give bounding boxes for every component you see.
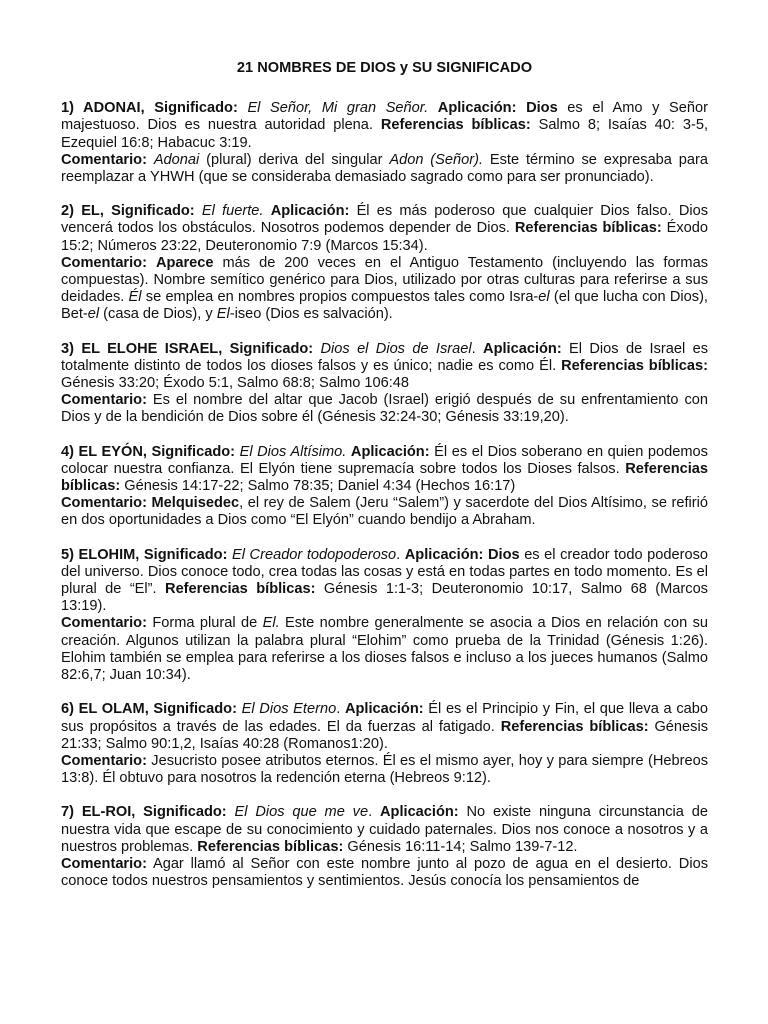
entry-el-roi bbox=[61, 804, 708, 890]
entry-el-eyon bbox=[61, 444, 708, 530]
entry-comment: Comentario: Aparece más de 200 veces en el Antiguo Testamento (incluyendo las formas compuestas). Nombre semítico genérico para Dios, utilizado por otras culturas para referirse a sus deidades. Él se emplea en nombres propios compuestos tales como Isra-el (el que lucha con Dios), Bet-el (casa de Dios), y El-iseo (Dios es salvación). bbox=[61, 254, 708, 323]
entry-comment: Comentario: Melquisedec, el rey de Salem (Jeru “Salem”) y sacerdote del Dios Altísimo, se refirió en dos oportunidades a Dios como “El Elyón” cuando bendijo a Abraham. bbox=[61, 495, 708, 529]
entry-comment: Comentario: Es el nombre del altar que Jacob (Israel) erigió después de su enfrentamiento con Dios y de la bendición de Dios sobre él (Génesis 32:24-30; Génesis 33:19,20). bbox=[61, 392, 708, 426]
entry-definition: 7) EL-ROI, Significado: El Dios que me ve. Aplicación: No existe ninguna circunstancia de nuestra vida que escape de su conocimiento y cuidado paternales. Dios nos conoce a nosotros y a nuestros problemas. Referencias bíblicas: Génesis 16:11-14; Salmo 139-7-12. bbox=[61, 804, 708, 855]
entry-el-olam bbox=[61, 701, 708, 787]
entry-comment: Comentario: Adonai (plural) deriva del singular Adon (Señor). Este término se expresaba para reemplazar a YHWH (que se consideraba demasiado sagrado como para ser pronunciado). bbox=[61, 151, 708, 186]
entry-comment: Comentario: Forma plural de El. Este nombre generalmente se asocia a Dios en relación con su creación. Algunos utilizan la palabra plural “Elohim” como prueba de la Trinidad (Génesis 1:26). Elohim también se emplea para referirse a los dioses falsos e incluso a los jueces humanos (Salmo 82:6,7; Juan 10:34). bbox=[61, 615, 708, 684]
entry-definition: 1) ADONAI, Significado: El Señor, Mi gran Señor. Aplicación: Dios es el Amo y Señor majestuoso. Dios es nuestra autoridad plena. Referencias bíblicas: Salmo 8; Isaías 40: 3-5, Ezequiel 16:8; Habacuc 3:19. bbox=[61, 100, 708, 151]
entry-definition: 4) EL EYÓN, Significado: El Dios Altísimo. Aplicación: Él es el Dios soberano en quien podemos colocar nuestra confianza. El Elyón tiene supremacía sobre todos los Dioses falsos. Referencias bíblicas: Génesis 14:17-22; Salmo 78:35; Daniel 4:34 (Hechos 16:17) bbox=[61, 443, 709, 495]
entry-el bbox=[61, 203, 708, 323]
entry-definition: 2) EL, Significado: El fuerte. Aplicación: Él es más poderoso que cualquier Dios falso. Dios vencerá todos los obstáculos. Nosotros podemos depender de Dios. Referencias bíblicas: Éxodo 15:2; Números 23:22, Deuteronomio 7:9 (Marcos 15:34). bbox=[61, 203, 709, 254]
entry-definition: 3) EL ELOHE ISRAEL, Significado: Dios el Dios de Israel. Aplicación: El Dios de Israel es totalmente distinto de todos los dioses falsos y es único; nadie es como Él. Referencias bíblicas: Génesis 33:20; Éxodo 5:1, Salmo 68:8; Salmo 106:48 bbox=[61, 340, 708, 392]
entry-comment: Comentario: Jesucristo posee atributos eternos. Él es el mismo ayer, hoy y para siempre (Hebreos 13:8). Él obtuvo para nosotros la redención eterna (Hebreos 9:12). bbox=[61, 752, 708, 787]
document-title: 21 NOMBRES DE DIOS y SU SIGNIFICADO bbox=[236, 60, 533, 76]
entry-definition: 5) ELOHIM, Significado: El Creador todopoderoso. Aplicación: Dios es el creador todo poderoso del universo. Dios conoce todo, crea todas las cosas y está en todas partes en todo momento. Es el plural de “El”. Referencias bíblicas: Génesis 1:1-3; Deuteronomio 10:17, Salmo 68 (Marcos 13:19). bbox=[61, 546, 708, 615]
entry-adonai bbox=[61, 100, 708, 186]
entry-definition: 6) EL OLAM, Significado: El Dios Eterno. Aplicación: Él es el Principio y Fin, el que lleva a cabo sus propósitos a través de las edades. El da fuerzas al fatigado. Referencias bíblicas: Génesis 21:33; Salmo 90:1,2, Isaías 40:28 (Romanos1:20). bbox=[61, 701, 708, 752]
entry-elohim bbox=[61, 547, 708, 685]
entry-el-elohe-israel bbox=[61, 341, 708, 427]
entry-comment: Comentario: Agar llamó al Señor con este nombre junto al pozo de agua en el desierto. Dios conoce todos nuestros pensamientos y sentimientos. Jesús conocía los pensamientos de bbox=[61, 855, 708, 890]
